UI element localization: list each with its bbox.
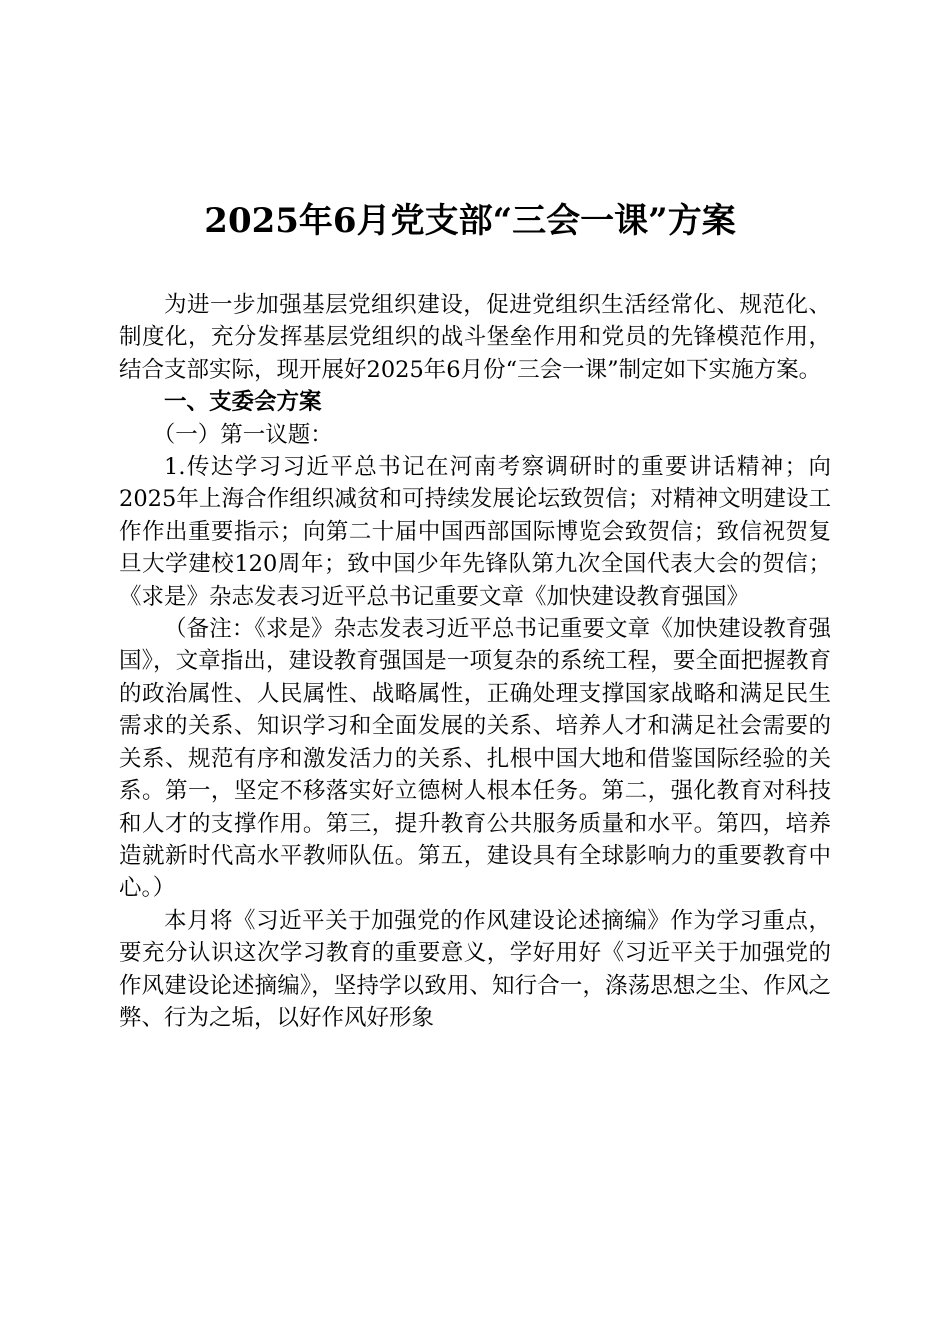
remark-paragraph: （备注：《求是》杂志发表习近平总书记重要文章《加快建设教育强国》，文章指出，建设教育强国是一项复杂的系统工程，要全面把握教育的政治属性、人民属性、战略属性，正确处理支撑国家战略和满足民生需求的关系、知识学习和全面发展的关系、培养人才和满足社会需要的关系、规范有序和激发活力的关系、扎根中国大地和借鉴国际经验的关系。第一，坚定不移落实好立德树人根本任务。第二，强化教育对科技和人才的支撑作用。第三，提升教育公共服务质量和水平。第四，培养造就新时代高水平教师队伍。第五，建设具有全球影响力的重要教育中心。） <box>119 616 831 902</box>
document-title: 2025年6月党支部“三会一课”方案 <box>204 201 736 241</box>
intro-paragraph: 为进一步加强基层党组织建设，促进党组织生活经常化、规范化、制度化，充分发挥基层党组织的战斗堡垒作用和党员的先锋模范作用，结合支部实际，现开展好2025年6月份“三会一课”制定如下实施方案。 <box>119 292 831 383</box>
subsection-heading-first-topic: （一）第一议题： <box>152 421 333 448</box>
section-heading-branch-committee: 一、支委会方案 <box>164 389 322 416</box>
study-focus-paragraph: 本月将《习近平关于加强党的作风建设论述摘编》作为学习重点，要充分认识这次学习教育的重要意义，学好用好《习近平关于加强党的作风建设论述摘编》，坚持学以致用、知行合一，涤荡思想之尘、作风之弊、行为之垢，以好作风好形象 <box>119 907 831 1031</box>
document-body <box>119 289 831 1034</box>
topic-item-1: 1.传达学习习近平总书记在河南考察调研时的重要讲话精神；向2025年上海合作组织减贫和可持续发展论坛致贺信；对精神文明建设工作作出重要指示；向第二十届中国西部国际博览会致贺信；致信祝贺复旦大学建校120周年；致中国少年先锋队第九次全国代表大会的贺信；《求是》杂志发表习近平总书记重要文章《加快建设教育强国》 <box>119 454 831 610</box>
